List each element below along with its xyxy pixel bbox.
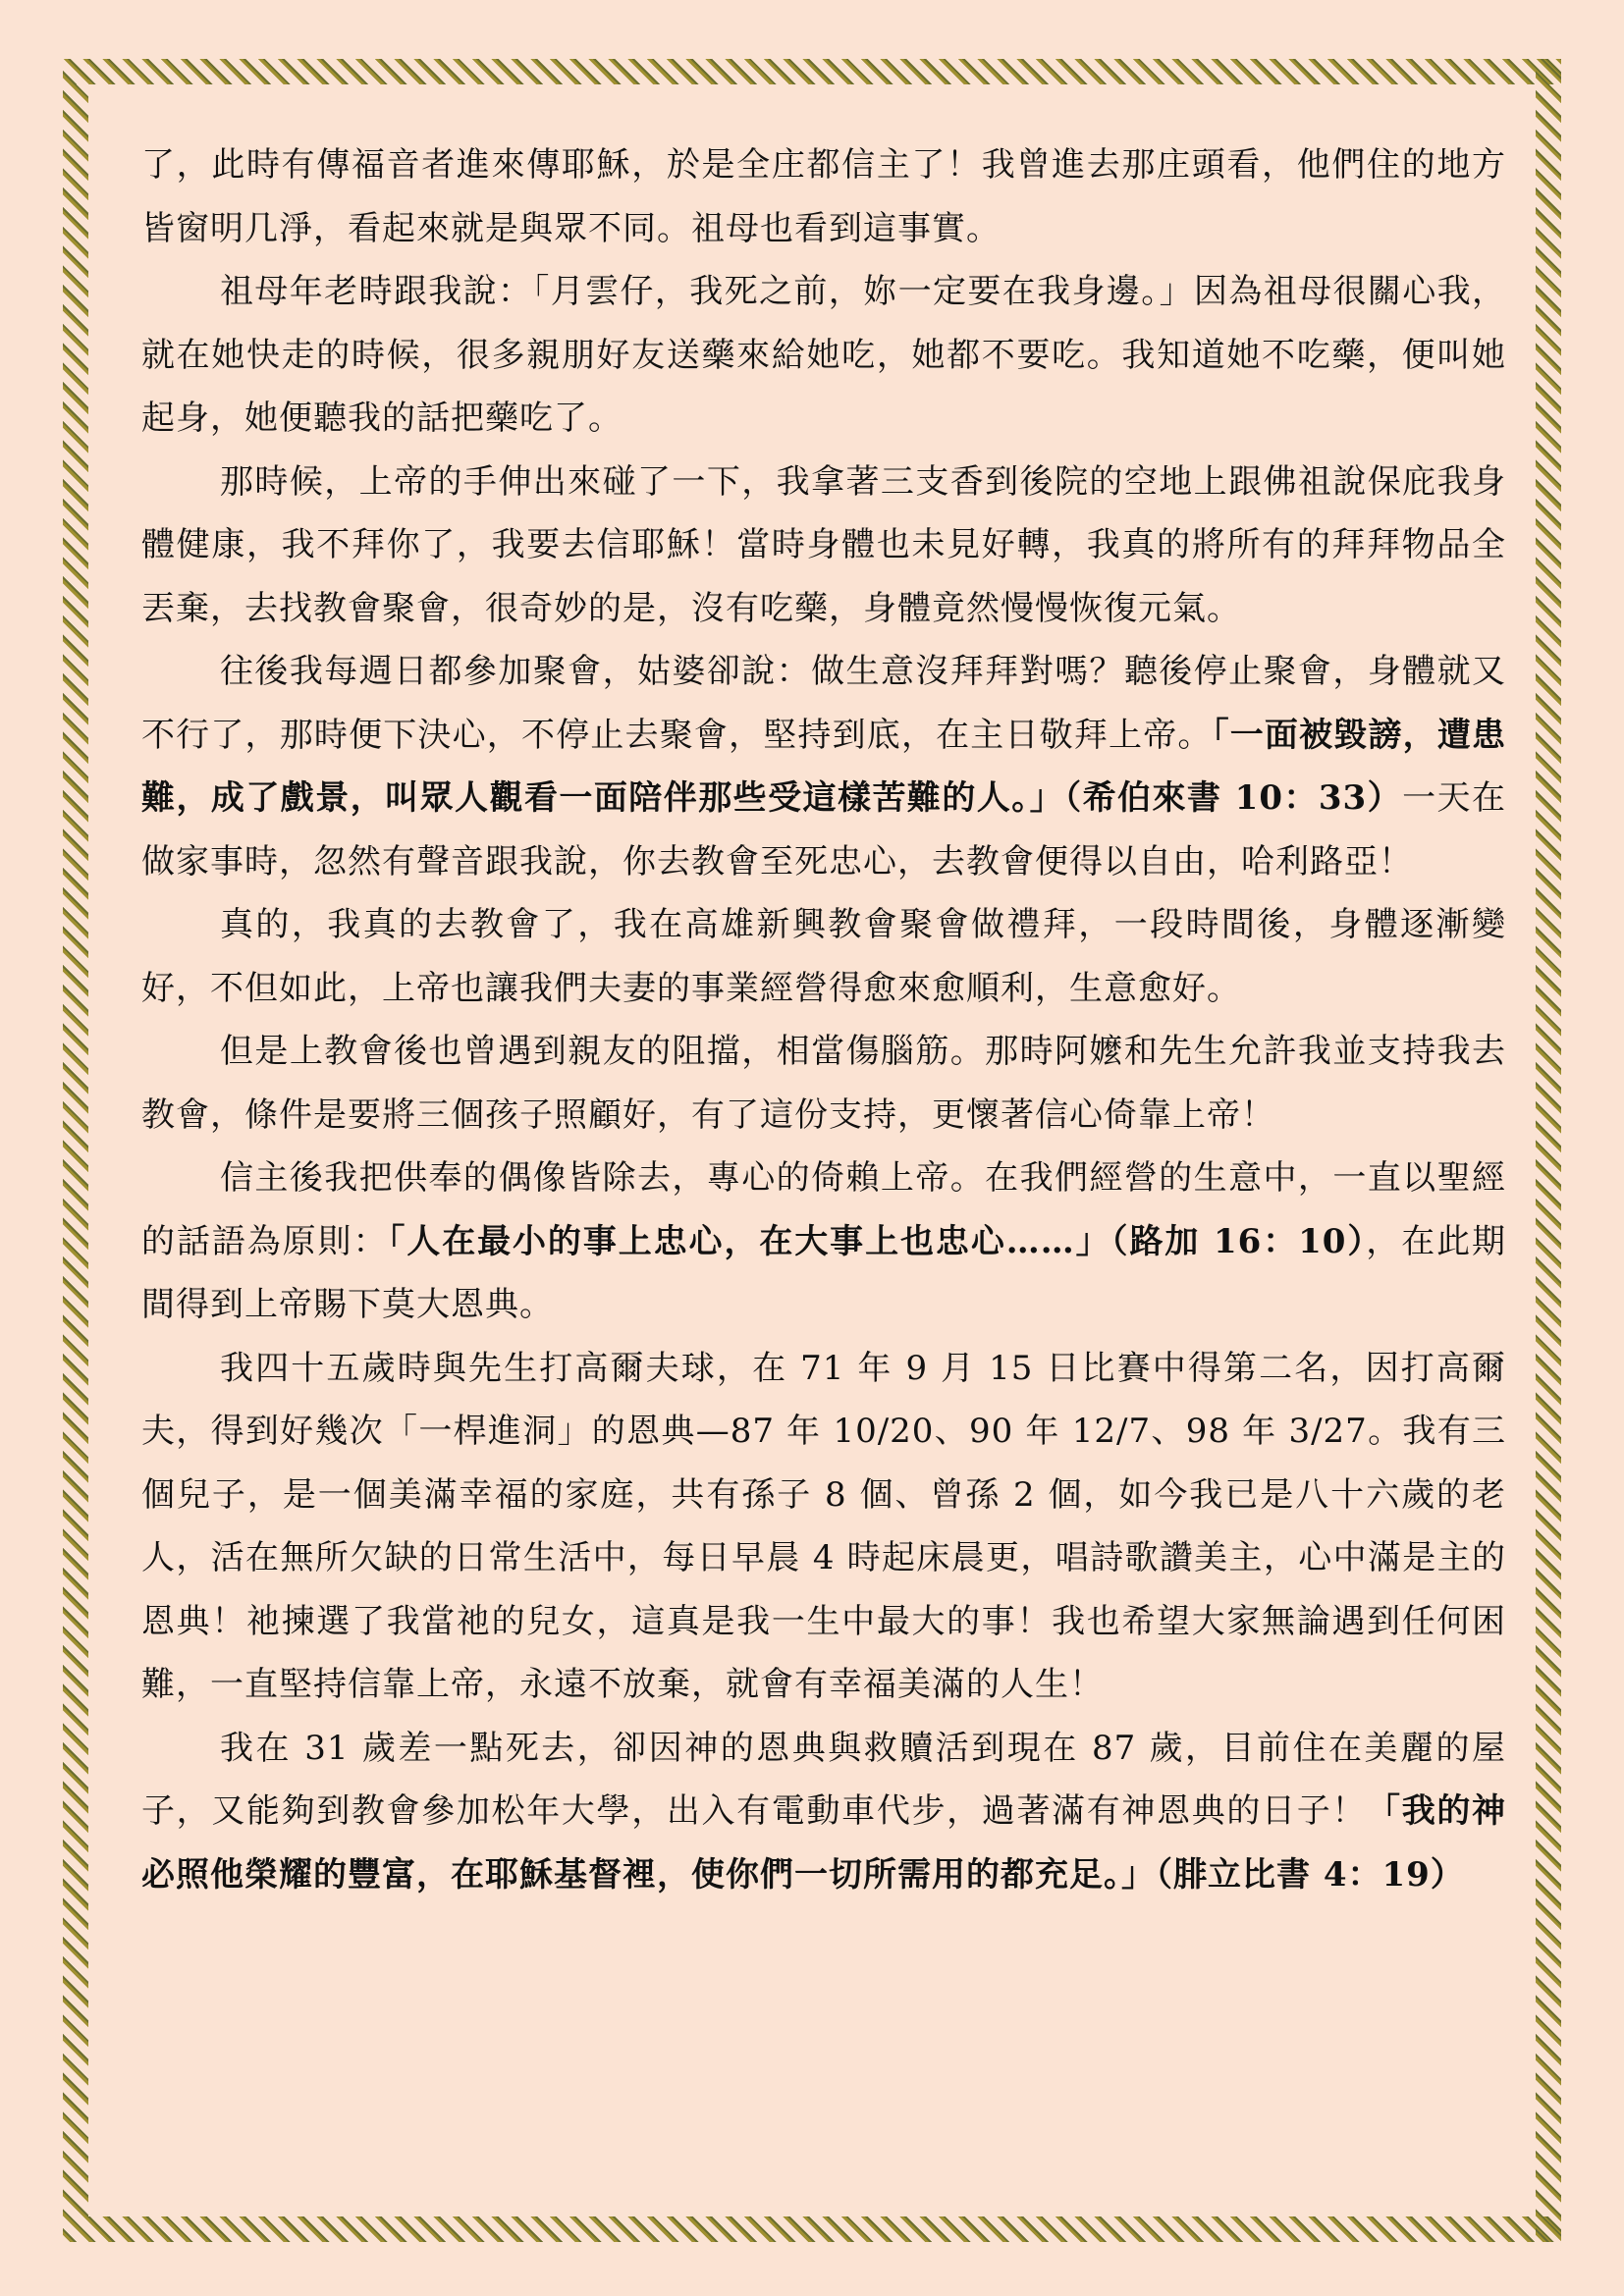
paragraph-text: 我在 31 歲差一點死去，卻因神的恩典與救贖活到現在 87 歲，目前住在美麗的屋子，又能夠到教會參加松年大學，出入有電動車代步，過著滿有神恩典的日子！: [141, 1728, 1506, 1831]
paragraph: [141, 1717, 1506, 1907]
pencil-border-bottom: [63, 2216, 1561, 2242]
paragraph: [141, 451, 1506, 641]
paragraph-text: 信主後我把供奉的偶像皆除去，專心的倚賴上帝。在我們經營的生意中，一直以聖經的話語為原則：: [141, 1158, 1506, 1261]
paragraph-text: 那時候，上帝的手伸出來碰了一下，我拿著三支香到後院的空地上跟佛祖說保庇我身體健康，我不拜你了，我要去信耶穌！當時身體也未見好轉，我真的將所有的拜拜物品全丟棄，去找教會聚會，很奇妙的是，沒有吃藥，身體竟然慢慢恢復元氣。: [141, 461, 1506, 628]
pencil-border-top: [63, 59, 1561, 84]
pencil-border-left: [63, 59, 88, 2242]
paragraph-text: 往後我每週日都參加聚會，姑婆卻說：做生意沒拜拜對嗎？聽後停止聚會，身體就又不行了，那時便下決心，不停止去聚會，堅持到底，在主日敬拜上帝。: [141, 652, 1506, 755]
paragraph-text: 一天在做家事時，忽然有聲音跟我說，你去教會至死忠心，去教會便得以自由，哈利路亞！: [141, 778, 1507, 881]
scripture-quote: 「我的神必照他榮耀的豐富，在耶穌基督裡，使你們一切所需用的都充足。」（腓立比書 4：19）: [141, 1791, 1507, 1895]
paragraph: [141, 1147, 1506, 1337]
scripture-quote: 「人在最小的事上忠心，在大事上也忠心……」（路加 16：10）: [388, 1221, 1367, 1261]
paragraph-text: ，在此期間得到上帝賜下莫大恩典。: [141, 1221, 1507, 1324]
paragraph: [141, 640, 1506, 893]
paragraph-text: 了，此時有傳福音者進來傳耶穌，於是全庄都信主了！我曾進去那庄頭看，他們住的地方皆窗明几淨，看起來就是與眾不同。祖母也看到這事實。: [141, 145, 1506, 248]
pencil-border-right: [1536, 59, 1561, 2242]
paragraph: [141, 893, 1506, 1020]
article-body: [141, 133, 1506, 1906]
paragraph-text: 祖母年老時跟我說：「月雲仔，我死之前，妳一定要在我身邊。」因為祖母很關心我，就在她快走的時候，很多親朋好友送藥來給她吃，她都不要吃。我知道她不吃藥，便叫她起身，她便聽我的話把藥吃了。: [141, 272, 1506, 438]
paragraph-text: 但是上教會後也曾遇到親友的阻擋，相當傷腦筋。那時阿嬤和先生允許我並支持我去教會，條件是要將三個孩子照顧好，有了這份支持，更懷著信心倚靠上帝！: [141, 1032, 1506, 1135]
paragraph: [141, 1337, 1506, 1717]
paragraph-text: 真的，我真的去教會了，我在高雄新興教會聚會做禮拜，一段時間後，身體逐漸變好，不但如此，上帝也讓我們夫妻的事業經營得愈來愈順利，生意愈好。: [141, 905, 1506, 1008]
paragraph: [141, 260, 1506, 451]
scripture-quote: 「一面被毀謗，遭患難，成了戲景，叫眾人觀看一面陪伴那些受這樣苦難的人。」（希伯來書 10：33）: [141, 715, 1506, 818]
paragraph-text: 我四十五歲時與先生打高爾夫球，在 71 年 9 月 15 日比賽中得第二名，因打高爾夫，得到好幾次「一桿進洞」的恩典—87 年 10/20、90 年 12/7、98 年 3/27。我有三個兒子，是一個美滿幸福的家庭，共有孫子 8 個、曾孫 2 個，如今我已是八十六歲的老人，活在無所欠缺的日常生活中，每日早晨 4 時起床晨更，唱詩歌讚美主，心中滿是主的恩典！祂揀選了我當祂的兒女，這真是我一生中最大的事！我也希望大家無論遇到任何困難，一直堅持信靠上帝，永遠不放棄，就會有幸福美滿的人生！: [141, 1348, 1506, 1704]
paragraph: [141, 133, 1506, 260]
paragraph: [141, 1020, 1506, 1147]
